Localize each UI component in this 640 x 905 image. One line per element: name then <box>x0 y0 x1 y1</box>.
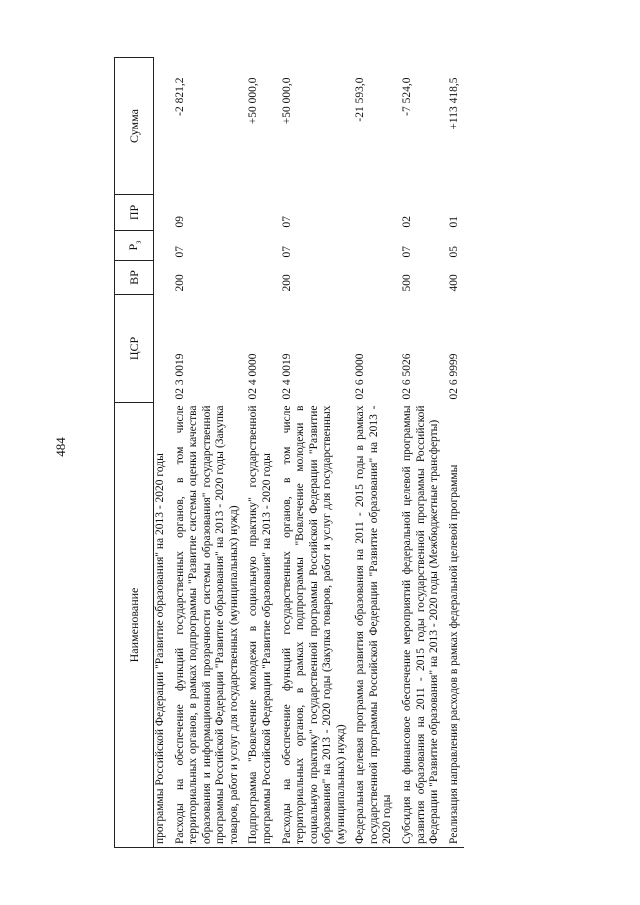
row-pr: 09 <box>173 216 186 228</box>
row-vr: 200 <box>173 274 186 292</box>
row-name: программы Российской Федерации "Развитие образования" на 2013 - 2020 годы <box>154 403 171 848</box>
row-rz: 05 <box>447 246 460 258</box>
row-sum: -21 593,0 <box>354 77 367 122</box>
row-vr: 500 <box>401 274 413 292</box>
table-header <box>115 58 154 848</box>
row-pr <box>244 195 277 231</box>
table-row <box>445 58 465 848</box>
row-rz <box>351 231 398 261</box>
row-sum: -7 524,0 <box>401 77 413 116</box>
row-pr: 01 <box>447 216 460 228</box>
row-name: Расходы на обеспечение функций государственных органов, в том числе территориальных органов, в рамках подпрограммы "Развитие системы оценки качества образования и информационной прозрачности системы образования" государственной программы Российской Федерации "Развитие образования" на 2013 - 2020 годы (Закупка товаров, работ и услуг для государственных (муниципальных) нужд) <box>171 403 245 848</box>
row-pr <box>351 195 398 231</box>
row-csr: 02 6 5026 <box>401 353 413 400</box>
budget-table <box>114 57 464 848</box>
row-rz <box>154 231 171 261</box>
row-vr: 200 <box>280 274 293 292</box>
row-rz: 07 <box>173 246 186 258</box>
row-name: Подпрограмма "Вовлечение молодежи в социальную практику" государственной программы Российской Федерации "Развитие образования" на 2013 - 2020 годы <box>244 403 277 848</box>
header-rz: $Р_з$ <box>115 231 154 261</box>
header-pr: ПР <box>115 195 154 231</box>
header-csr: ЦСР <box>115 295 154 403</box>
row-sum: -2 821,2 <box>173 77 186 116</box>
table-row <box>154 58 171 848</box>
row-sum <box>154 58 171 195</box>
table-row <box>171 58 245 848</box>
row-csr: 02 4 0000 <box>247 353 260 400</box>
row-vr <box>351 261 398 295</box>
table-row <box>351 58 398 848</box>
row-rz <box>244 231 277 261</box>
row-sum: +50 000,0 <box>247 77 260 125</box>
row-csr: 02 4 0019 <box>280 353 293 400</box>
row-csr <box>154 295 171 403</box>
row-name: Федеральная целевая программа развития образования на 2011 - 2015 годы в рамках государственной программы Российской Федерации "Развитие образования" на 2013 - 2020 годы <box>351 403 398 848</box>
table-row <box>278 58 352 848</box>
row-pr: 02 <box>401 216 413 228</box>
row-vr: 400 <box>447 274 460 292</box>
row-csr: 02 6 0000 <box>354 353 367 400</box>
row-csr: 02 6 9999 <box>447 353 460 400</box>
header-vr: ВР <box>115 261 154 295</box>
row-pr: 07 <box>280 216 293 228</box>
rotated-page-content <box>114 58 626 848</box>
row-rz: 07 <box>401 246 413 258</box>
row-name: Расходы на обеспечение функций государственных органов, в том числе территориальных органов, в рамках подпрограммы "Вовлечение молодежи в социальную практику" государственной программы Российской Федерации "Развитие образования" на 2013 - 2020 годы (Закупка товаров, работ и услуг для государственных (муниципальных) нужд) <box>278 403 352 848</box>
header-sum: Сумма <box>115 58 154 195</box>
table-row <box>398 58 445 848</box>
row-name: Субсидия на финансовое обеспечение мероприятий федеральной целевой программы развития образования на 2011 - 2015 годы государственной программы Российской Федерации "Развитие образования" на 2013 - 2020 годы (Межбюджетные трансферты) <box>398 403 445 848</box>
row-vr <box>154 261 171 295</box>
row-sum: +50 000,0 <box>280 77 293 125</box>
row-name: Реализация направления расходов в рамках федеральной целевой программы <box>445 403 465 848</box>
row-rz: 07 <box>280 246 293 258</box>
row-pr <box>154 195 171 231</box>
header-name: Наименование <box>115 403 154 848</box>
row-vr <box>244 261 277 295</box>
row-csr: 02 3 0019 <box>173 353 186 400</box>
table-row <box>244 58 277 848</box>
table-body <box>154 58 465 848</box>
page-number: 484 <box>53 437 68 457</box>
row-sum: +113 418,5 <box>447 77 460 130</box>
